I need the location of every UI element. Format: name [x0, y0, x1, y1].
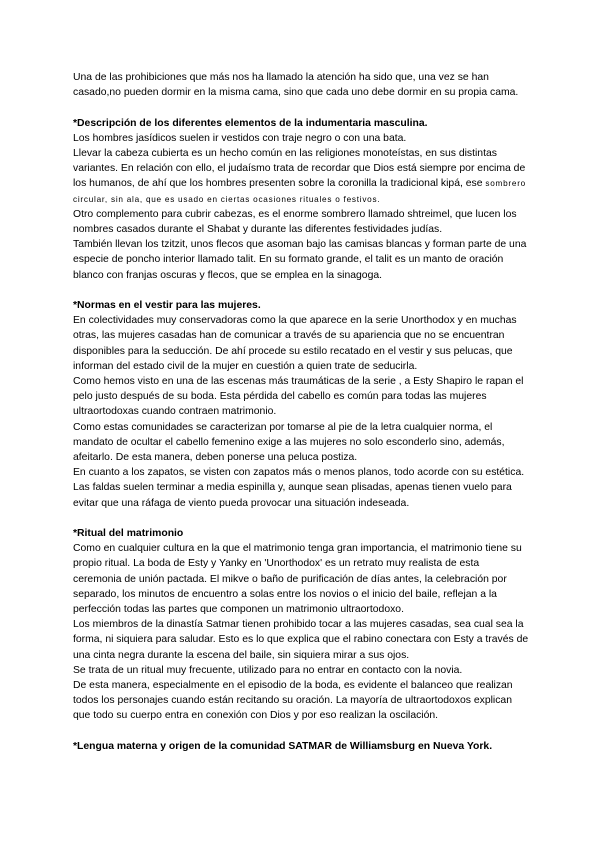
ritual-paragraph-4: De esta manera, especialmente en el episodio de la boda, es evidente el balanceo que realizan todos los personajes cuando están recitando su oración. La mayoría de ultraortodoxos explican que todo su cuerpo entra en conexión con Dios y por eso realizan la oscilación. [73, 680, 513, 722]
women-paragraph-3: Como estas comunidades se caracterizan por tomarse al pie de la letra cualquier norma, el mandato de ocultar el cabello femenino exige a las mujeres no solo esconderlo sino, además, afeitarlo. De esta manera, deben ponerse una peluca postiza. [73, 421, 505, 464]
men-paragraph-2-kipa-definition: sombrero circular, sin ala, que es usado en ciertas ocasiones rituales o festivos. [73, 179, 526, 204]
ritual-paragraph-3: Se trata de un ritual muy frecuente, utilizado para no entrar en contacto con la novia. [73, 664, 463, 676]
heading-marriage-ritual: *Ritual del matrimonio [73, 528, 184, 540]
women-paragraph-4: En cuanto a los zapatos, se visten con zapatos más o menos planos, todo acorde con su estética. Las faldas suelen terminar a media espinilla y, aunque sean plisadas, apenas tienen vuelo para evitar que una ráfaga de viento pueda provocar una situación indeseada. [73, 467, 525, 509]
men-paragraph-3: Otro complemento para cubrir cabezas, es el enorme sombrero llamado shtreimel, que lucen los nombres casados durante el Shabat y durante las diferentes festividades judías. [73, 208, 517, 236]
intro-paragraph: Una de las prohibiciones que más nos ha llamado la atención ha sido que, una vez se han casado,no pueden dormir en la misma cama, sino que cada uno debe dormir en su propia cama. [73, 72, 519, 99]
heading-language-origin: *Lengua materna y origen de la comunidad SATMAR de Williamsburg en Nueva York. [73, 740, 493, 752]
women-paragraph-1: En colectividades muy conservadoras como la que aparece en la serie Unorthodox y en muchas otras, las mujeres casadas han de comunicar a través de su apariencia que no se encuentran disponibles para la seducción. De ahí procede su estilo recatado en el vestir y sus pelucas, que informan del estado civil de la mujer en cuestión a quien trate de seducirla. [73, 315, 517, 372]
men-paragraph-1: Los hombres jasídicos suelen ir vestidos con traje negro o con una bata. [73, 132, 407, 144]
ritual-paragraph-2: Los miembros de la dinastía Satmar tienen prohibido tocar a las mujeres casadas, sea cual sea la forma, ni siquiera para saludar. Esto es lo que explica que el rabino conectara con Esty a través de una cinta negra durante la escena del baile, sin siquiera mirar a sus ojos. [73, 619, 529, 661]
heading-men-clothing: *Descripción de los diferentes elementos de la indumentaria masculina. [73, 117, 428, 129]
paragraph-gap [73, 283, 530, 298]
paragraph-gap [73, 511, 530, 526]
men-paragraph-2 [73, 146, 530, 207]
paragraph-gap [73, 100, 530, 115]
men-paragraph-4: También llevan los tzitzit, unos flecos que asoman bajo las camisas blancas y forman parte de una especie de poncho interior llamado talit. En su formato grande, el talit es un manto de oración blanco con franjas oscuras y flecos, que se emplea en la sinagoga. [73, 239, 527, 281]
ritual-paragraph-1: Como en cualquier cultura en la que el matrimonio tenga gran importancia, el matrimonio tiene su propio ritual. La boda de Esty y Yanky en 'Unorthodox' es un retrato muy realista de esta ceremonia de unión pactada. El mikve o baño de purificación de días antes, la celebración por separado, los minutos de encuentro a solas entre los novios o el inicio del baile, reflejan a la perfección todas las partes que componen un matrimonio ultraortodoxo. [73, 543, 522, 616]
women-paragraph-2: Como hemos visto en una de las escenas más traumáticas de la serie , a Esty Shapiro le rapan el pelo justo después de su boda. Esta pérdida del cabello es común para todas las mujeres ultraortodoxas cuando contraen matrimonio. [73, 376, 524, 418]
paragraph-gap [73, 724, 530, 739]
heading-women-clothing: *Normas en el vestir para las mujeres. [73, 300, 261, 312]
men-paragraph-2-text: Llevar la cabeza cubierta es un hecho común en las religiones monoteístas, en sus distintas variantes. En relación con ello, el judaísmo trata de recordar que Dios está siempre por encima de los humanos, de ahí que los hombres presenten sobre la coronilla la tradicional kipá, ese [73, 148, 526, 190]
